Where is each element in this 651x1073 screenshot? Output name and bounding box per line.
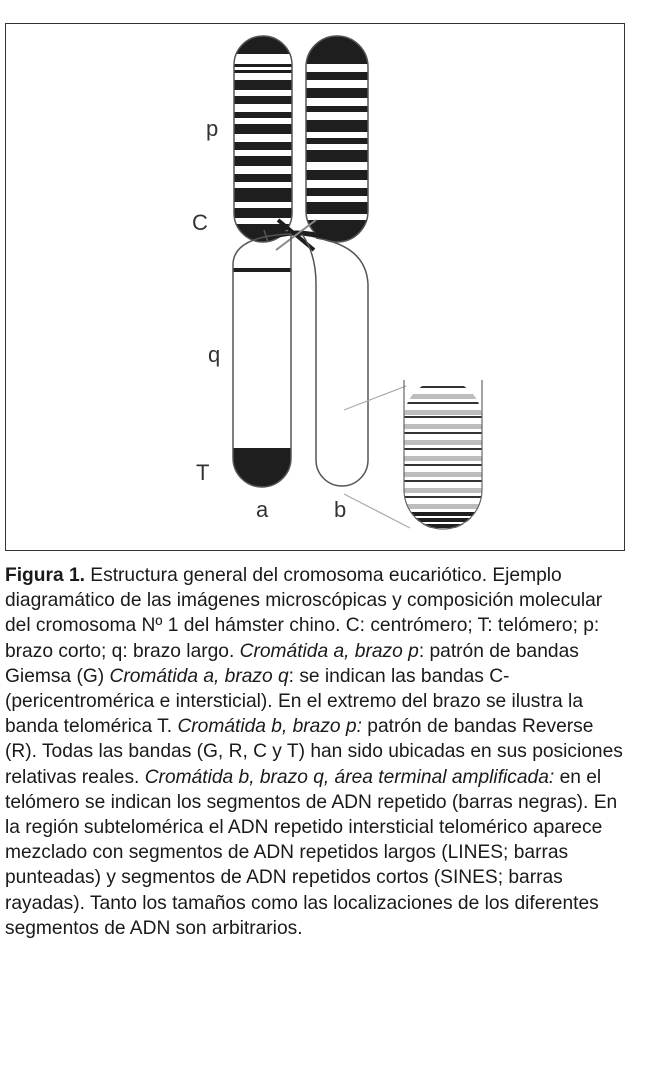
caption-text: : patrón de bandas Giemsa (G)	[5, 640, 579, 687]
chromosome-band	[234, 96, 292, 104]
chromatid-a-arm-p	[234, 36, 292, 242]
chromosome-band	[234, 112, 292, 118]
inset-band	[404, 448, 482, 450]
chromosome-band	[234, 208, 292, 218]
chromosome-band	[306, 106, 368, 112]
chromosome-band	[306, 220, 368, 242]
inset-band	[404, 524, 482, 528]
inset-band	[404, 424, 482, 429]
caption-text: en el telómero se indican los segmentos de ADN repetido (barras negras). En la región subtelomérica el ADN repetido intersticial telomérico aparece mezclado con segmentos de ADN repetidos largos (LINES; barras punteadas) y segmentos de ADN repetidos cortos (SINES; barras rayadas). Tanto los tamaños como las localizaciones de los diferentes segmentos de ADN son arbitrarios.	[5, 766, 618, 939]
caption-italic: Cromátida a, brazo p	[239, 640, 419, 662]
inset-band	[404, 504, 482, 509]
inset-band	[404, 472, 482, 477]
label-a: a	[256, 497, 269, 522]
chromosome-band	[234, 64, 292, 67]
chromosome-band	[234, 80, 292, 90]
figure-caption	[5, 563, 625, 941]
chromosome-band	[306, 150, 368, 162]
inset-band	[404, 440, 482, 445]
chromosome-band	[234, 188, 292, 202]
chromosome-band	[234, 174, 292, 182]
chromosome-band	[234, 142, 292, 150]
chromosome-band	[306, 188, 368, 196]
caption-italic: Cromátida a, brazo q	[109, 665, 289, 687]
chromatid-b-arm-q	[302, 234, 368, 486]
chromatid-b-arm-p	[306, 36, 368, 242]
label-t: T	[196, 460, 210, 485]
inset-band	[404, 456, 482, 461]
inset-band	[404, 512, 482, 516]
caption-text: Estructura general del cromosoma eucariótico. Ejemplo diagramático de las imágenes microscópicas y composición molecular del cromosoma Nº 1 del hámster chino. C: centrómero; T: telómero; p: brazo corto; q: brazo largo.	[5, 565, 603, 662]
chromosome-band	[306, 138, 368, 144]
chromosome-band	[306, 120, 368, 132]
inset-band	[404, 386, 482, 388]
inset-band	[404, 480, 482, 482]
figure-frame	[5, 23, 625, 551]
chromosome-band	[234, 156, 292, 166]
inset-band	[404, 432, 482, 434]
amplified-terminal-area	[404, 380, 482, 529]
caption-text: patrón de bandas Reverse (R). Todas las bandas (G, R, C y T) han sido ubicadas en sus posiciones relativas reales.	[5, 716, 623, 788]
zoom-lines	[344, 386, 410, 528]
inset-band	[404, 410, 482, 415]
chromosome-band	[234, 124, 292, 134]
chromosome-band	[306, 36, 368, 64]
chromosome-band	[306, 170, 368, 180]
chromosome-band	[306, 88, 368, 98]
chromosome-band	[306, 202, 368, 214]
caption-text: : se indican las bandas C-(pericentromérica e intersticial). En el extremo del brazo se ilustra la banda telomérica T.	[5, 665, 583, 738]
chromatid-a-arm-q	[233, 234, 291, 508]
inset-band	[404, 488, 482, 493]
label-b: b	[334, 497, 347, 522]
caption-italic: Cromátida b, brazo q, área terminal amplificada:	[144, 766, 555, 788]
inset-band	[404, 464, 482, 466]
chromosome-band	[306, 72, 368, 80]
inset-band	[404, 402, 482, 404]
inset-band	[404, 496, 482, 498]
label-q: q	[208, 342, 221, 367]
chromosome-diagram	[6, 24, 626, 552]
caption-italic: Cromátida b, brazo p:	[177, 716, 362, 738]
label-p: p	[206, 116, 219, 141]
label-c: C	[192, 210, 208, 235]
inset-band	[404, 416, 482, 418]
chromosome-band	[234, 70, 292, 73]
caption-label: Figura 1.	[5, 565, 85, 586]
inset-band	[404, 394, 482, 399]
